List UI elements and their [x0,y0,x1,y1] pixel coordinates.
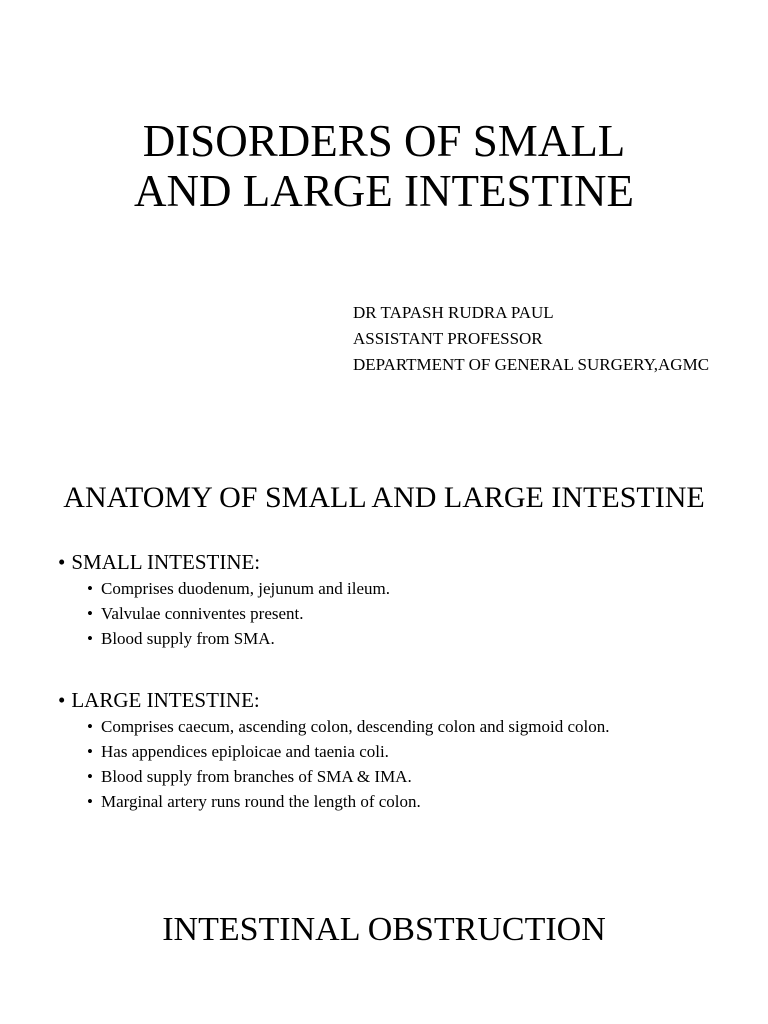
obstruction-slide [0,860,768,1024]
bullet-list [58,576,390,651]
list-item [87,626,390,651]
bullet: • [58,688,66,712]
bullet: • [87,604,93,623]
list-item-text: Marginal artery runs round the length of colon. [101,792,421,811]
author-name: DR TAPASH RUDRA PAUL [353,303,554,322]
slide-title: ANATOMY OF SMALL AND LARGE INTESTINE [63,481,705,514]
list-item-text: Blood supply from SMA. [101,629,275,648]
anatomy-slide [0,430,768,860]
bullet-list [58,714,609,814]
author-designation: ASSISTANT PROFESSOR [353,329,543,348]
list-item-text: Comprises caecum, ascending colon, descending colon and sigmoid colon. [101,717,610,736]
bullet: • [87,767,93,786]
bullet: • [87,792,93,811]
list-item-text: Valvulae conniventes present. [101,604,304,623]
list-item [87,789,609,814]
author-block [353,300,709,378]
bullet: • [87,629,93,648]
list-item-text: Has appendices epiploicae and taenia coli. [101,742,389,761]
list-item-text: Blood supply from branches of SMA & IMA. [101,767,412,786]
large-intestine-section [58,686,609,814]
title-line: DISORDERS OF SMALL [142,116,626,166]
slide-title [0,116,768,216]
section-heading [58,686,609,714]
list-item [87,601,390,626]
author-department: DEPARTMENT OF GENERAL SURGERY,AGMC [353,355,710,374]
list-item [87,714,609,739]
list-item [87,576,390,601]
section-heading [58,548,390,576]
list-item [87,739,609,764]
section-heading-text: SMALL INTESTINE: [71,550,261,574]
list-item-text: Comprises duodenum, jejunum and ileum. [101,579,390,598]
small-intestine-section [58,548,390,651]
bullet: • [87,579,93,598]
title-line: AND LARGE INTESTINE [134,166,634,216]
list-item [87,764,609,789]
slide-title: INTESTINAL OBSTRUCTION [162,911,606,948]
bullet: • [87,717,93,736]
bullet: • [58,550,66,574]
bullet: • [87,742,93,761]
title-slide [0,0,768,430]
section-heading-text: LARGE INTESTINE: [71,688,260,712]
